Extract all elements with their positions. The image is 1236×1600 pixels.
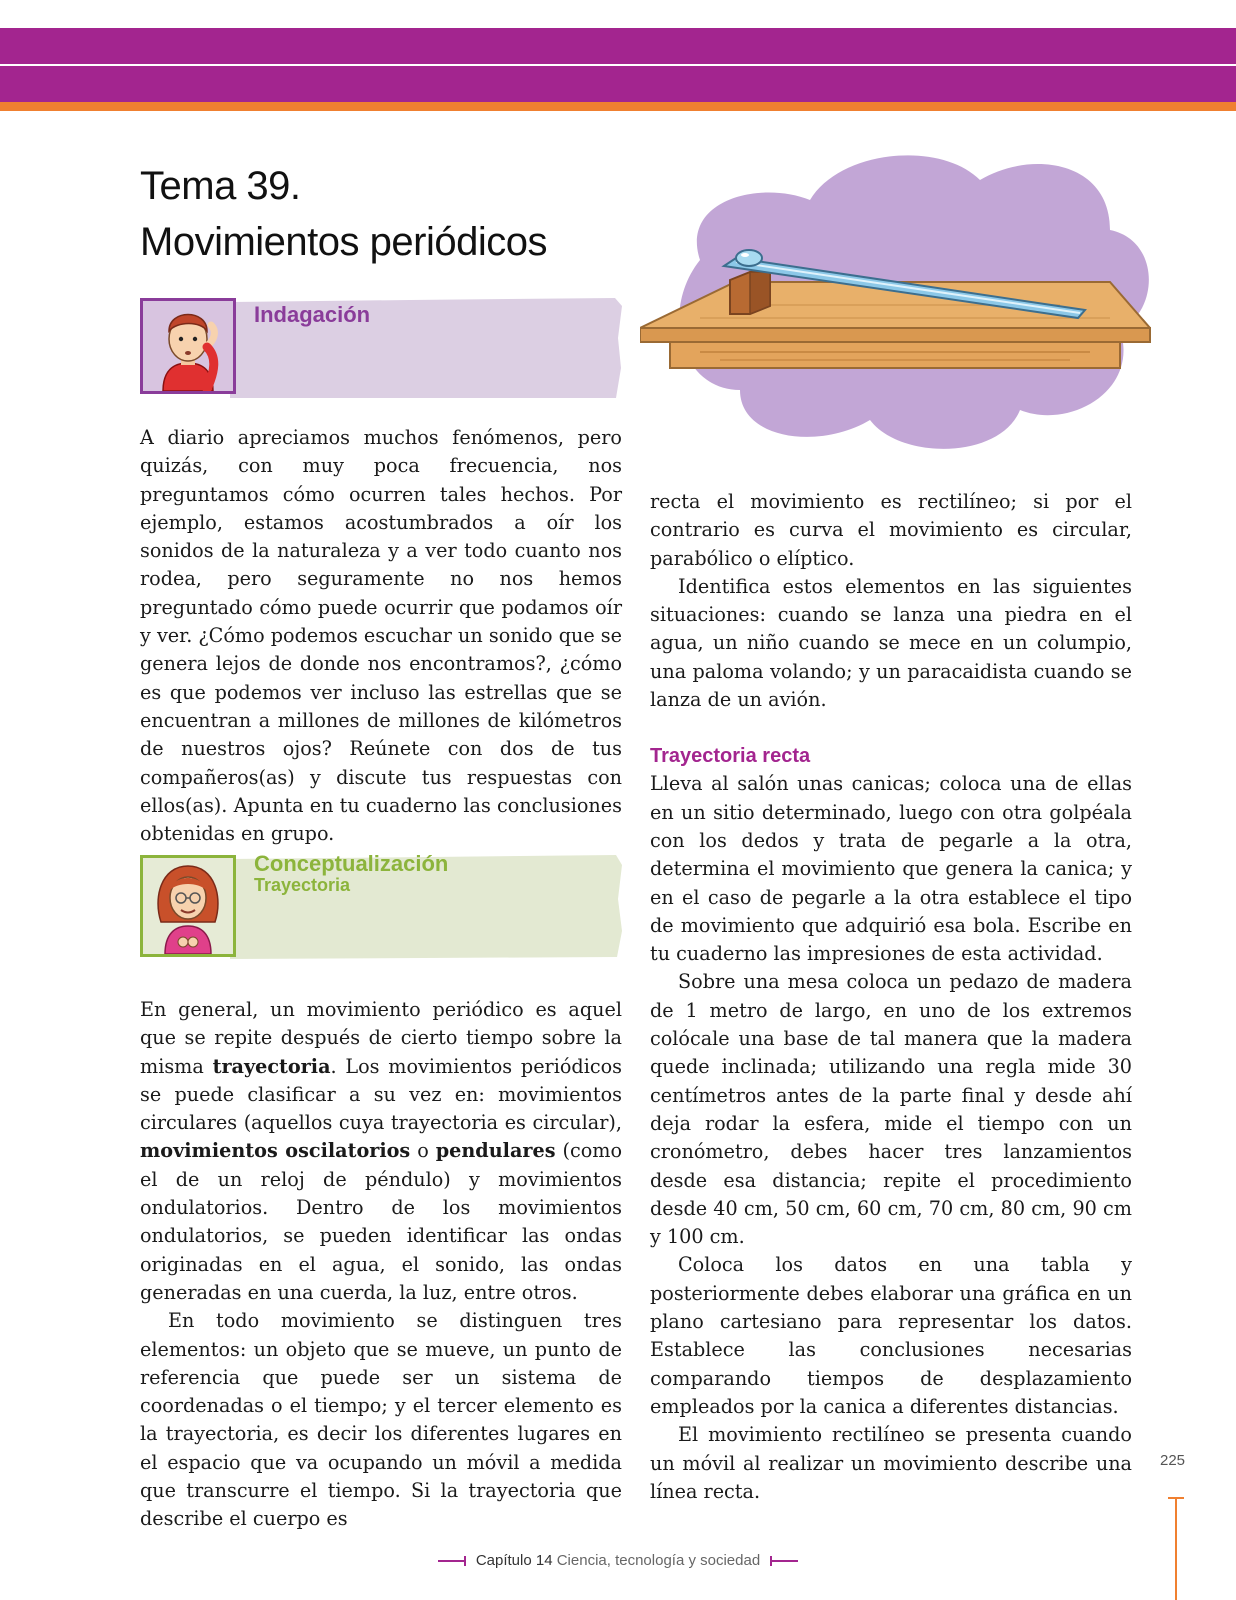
periodic-motion-paragraph: En general, un movimiento periódico es aquel que se repite después de cierto tiempo sobre la misma trayectoria. Los movimientos periódicos se puede clasificar a su vez en: movimientos circulares (aquellos cuya trayectoria es circular), movimientos oscilatorios o pendulares (como el de un reloj de péndulo) y movimientos ondulatorios. Dentro de los movimientos ondulatorios, se pueden identificar las ondas originadas en el agua, el sonido, las ondas generadas en una cuerda, la luz, entre otros. bbox=[140, 998, 622, 1304]
term-pendulares: pendulares bbox=[435, 1139, 556, 1163]
margin-marker-bar bbox=[1175, 1497, 1177, 1600]
footer-chapter-name: Ciencia, tecnología y sociedad bbox=[556, 1552, 761, 1569]
indagacion-header bbox=[140, 298, 622, 400]
ramp-experiment-paragraph: Sobre una mesa coloca un pedazo de madera de 1 metro de largo, en uno de los extremos colócale una base de tal manera que la madera quede inclinada; utilizando una regla mide 30 centímetros antes de la parte final y desde ahí deja rodar la esfera, mide el tiempo con un cronómetro, debes hacer tres lanzamientos desde esa distancia; repite el procedimiento desde 40 cm, 50 cm, 60 cm, 70 cm, 80 cm, 90 cm y 100 cm. bbox=[650, 970, 1132, 1249]
footer-right-dash bbox=[770, 1560, 798, 1562]
title-line-2: Movimientos periódicos bbox=[140, 220, 547, 264]
header-band-top bbox=[0, 28, 1236, 64]
left-column-body bbox=[140, 996, 622, 1534]
marble bbox=[736, 250, 762, 266]
header-band-bottom bbox=[0, 66, 1236, 102]
chapter-footer bbox=[0, 1552, 1236, 1569]
table-base bbox=[670, 342, 1120, 368]
title-line-1: Tema 39. bbox=[140, 164, 301, 208]
table-edge bbox=[640, 328, 1150, 342]
indagacion-paragraph: A diario apreciamos muchos fenómenos, pero quizás, con muy poca frecuencia, nos preguntamos cómo ocurren tales hechos. Por ejemplo, estamos acostumbrados a oír los sonidos de la naturaleza y a ver todo cuanto nos rodea, pero seguramente no nos hemos preguntado cómo puede ocurrir que podamos oír y ver. ¿Cómo podemos escuchar un sonido que se genera lejos de donde nos encontramos?, ¿cómo es que podemos ver incluso las estrellas que se encuentran a millones de millones de kilómetros de nuestros ojos? Reúnete con dos de tus compañeros(as) y discute tus respuestas con ellos(as). Apunta en tu cuaderno las conclusiones obtenidas en grupo. bbox=[140, 426, 622, 846]
indagacion-label: Indagación bbox=[254, 302, 371, 327]
data-graph-paragraph: Coloca los datos en una tabla y posteriormente debes elaborar una gráfica en un plano cartesiano para representar los datos. Establece las conclusiones necesarias comparando tiempos de desplazamiento empleados por la canica a diferentes distancias. bbox=[650, 1253, 1132, 1418]
conceptualizacion-sublabel: Trayectoria bbox=[254, 875, 351, 895]
conceptualizacion-header bbox=[140, 851, 622, 959]
conceptualizacion-label: Conceptualización bbox=[254, 851, 449, 876]
identify-elements-paragraph: Identifica estos elementos en las siguientes situaciones: cuando se lanza una piedra en el agua, un niño cuando se mece en un columpio, una paloma volando; y un paracaidista cuando se lanza de un avión. bbox=[650, 574, 1132, 712]
motion-elements-paragraph: En todo movimiento se distinguen tres elementos: un objeto que se mueve, un punto de referencia que puede ser un sistema de coordenadas o el tiempo; y el tercer elemento es la trayectoria, es decir los diferentes lugares en el espacio que va ocupando un móvil a medida que transcurre el tiempo. Si la trayectoria que describe el cuerpo es bbox=[140, 1309, 622, 1531]
girl-icon bbox=[143, 858, 233, 954]
term-trayectoria: trayectoria bbox=[212, 1054, 331, 1078]
trajectory-types-paragraph: recta el movimiento es rectilíneo; si por el contrario es curva el movimiento es circular, parabólico o elíptico. bbox=[650, 490, 1132, 570]
page-number: 225 bbox=[1160, 1452, 1186, 1469]
header-accent-stripe bbox=[0, 102, 1236, 111]
inclined-ramp-with-marble-icon bbox=[640, 140, 1180, 460]
trayectoria-recta-heading: Trayectoria recta bbox=[650, 745, 811, 768]
term-movimientos-oscilatorios: movimientos oscilatorios bbox=[140, 1139, 411, 1163]
indagacion-icon-frame bbox=[140, 298, 236, 394]
conceptualizacion-icon-frame bbox=[140, 855, 236, 957]
rectilinear-motion-paragraph: El movimiento rectilíneo se presenta cuando un móvil al realizar un movimiento describe una línea recta. bbox=[650, 1423, 1132, 1503]
thinking-boy-icon bbox=[143, 301, 233, 391]
footer-left-dash bbox=[438, 1560, 466, 1562]
marbles-activity-paragraph: Lleva al salón unas canicas; coloca una de ellas en un sitio determinado, luego con otra golpéala con los dedos y trata de pegarle a la otra, determina el movimiento que genera la canica; y en el caso de pegarle a la otra establece el tipo de movimiento que adquirió esa bola. Escribe en tu cuaderno las impresiones de esta actividad. bbox=[650, 772, 1132, 966]
footer-chapter-number: Capítulo 14 bbox=[475, 1552, 553, 1569]
page-title bbox=[140, 158, 547, 270]
right-column-body bbox=[650, 488, 1132, 1506]
left-column-intro bbox=[140, 424, 622, 848]
